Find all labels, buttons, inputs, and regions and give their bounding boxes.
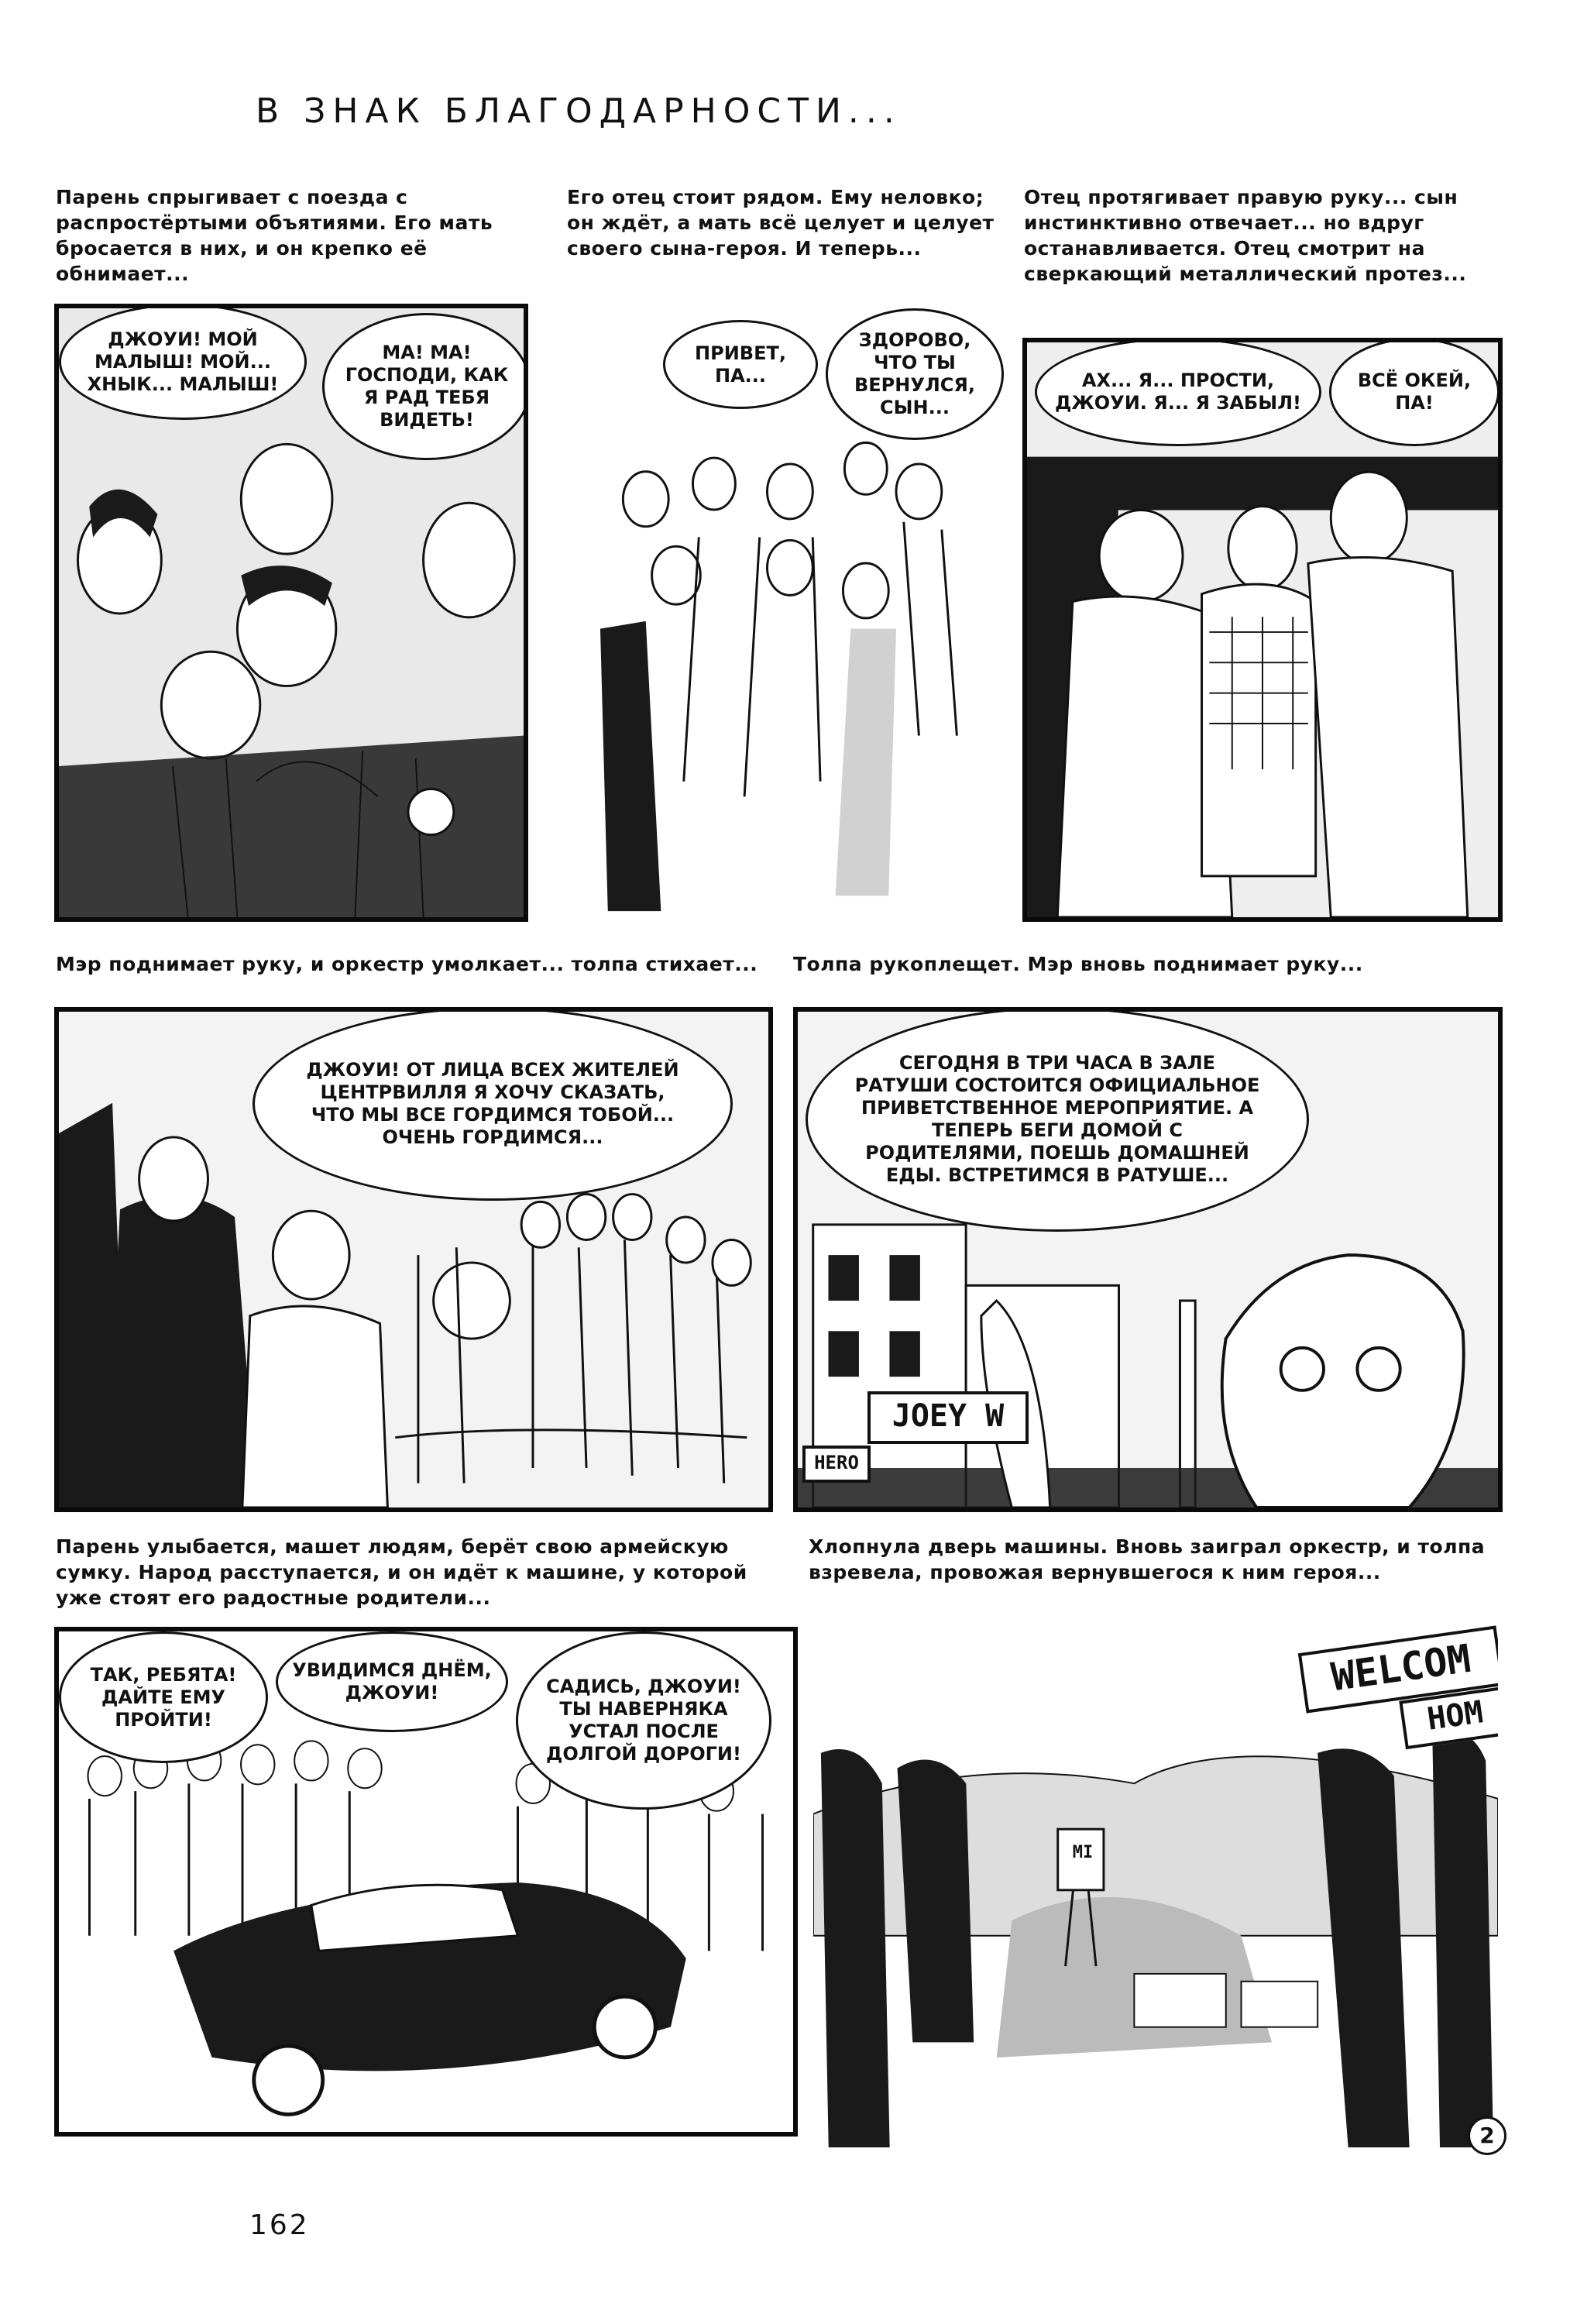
signature-number: 2 — [1468, 2116, 1506, 2155]
banner-hero: HERO — [802, 1446, 871, 1483]
caption-4: Мэр поднимает руку, и оркестр умолкает... толпа стихает... — [56, 953, 758, 975]
panel-5-mayor-closeup — [793, 1007, 1503, 1512]
balloon-hi-dad: ПРИВЕТ, ПА... — [663, 320, 818, 409]
caption-7: Хлопнула дверь машины. Вновь заиграл оркестр, и толпа взревела, провожая вернувшегося к ним героя... — [809, 1535, 1486, 1583]
panel-6-car — [54, 1627, 798, 2137]
panel-4-mayor-speech — [54, 1007, 773, 1512]
balloon-son: МА! МА! ГОСПОДИ, КАК Я РАД ТЕБЯ ВИДЕТЬ! — [322, 313, 528, 460]
caption-5: Толпа рукоплещет. Мэр вновь поднимает руку... — [793, 953, 1363, 975]
page-title: В ЗНАК БЛАГОДАРНОСТИ... — [256, 91, 902, 131]
caption-3: Отец протягивает правую руку... сын инстинктивно отвечает... но вдруг останавливается. Отец смотрит на сверкающий металлический протез... — [1024, 186, 1467, 285]
balloon-see-you: УВИДИМСЯ ДНЁМ, ДЖОУИ! — [276, 1631, 508, 1732]
balloon-forgot: АХ... Я... ПРОСТИ, ДЖОУИ. Я... Я ЗАБЫЛ! — [1035, 338, 1321, 446]
sign-welcome-bottom: HOM — [1399, 1686, 1503, 1750]
panel-2-father — [558, 304, 1013, 922]
balloon-mayor-ceremony: СЕГОДНЯ В ТРИ ЧАСА В ЗАЛЕ РАТУШИ СОСТОИТСЯ ОФИЦИАЛЬНОЕ ПРИВЕТСТВЕННОЕ МЕРОПРИЯТИЕ. А ТЕПЕРЬ БЕГИ ДОМОЙ С РОДИТЕЛЯМИ, ПОЕШЬ ДОМАШНЕЙ ЕДЫ. ВСТРЕТИМСЯ В РАТУШЕ... — [806, 1007, 1309, 1232]
panel-3-prosthesis — [1022, 338, 1503, 922]
balloon-okay: ВСЁ ОКЕЙ, ПА! — [1329, 338, 1500, 446]
caption-6: Парень улыбается, машет людям, берёт свою армейскую сумку. Народ расступается, и он идёт к машине, у которой уже стоят его радостные родители... — [56, 1535, 747, 1609]
banner-joey: JOEY W — [867, 1391, 1029, 1444]
balloon-welcome-back: ЗДОРОВО, ЧТО ТЫ ВЕРНУЛСЯ, СЫН... — [826, 308, 1004, 440]
sign-welcome-top: WELCOM — [1298, 1625, 1503, 1713]
balloon-make-way: ТАК, РЕБЯТА! ДАЙТЕ ЕМУ ПРОЙТИ! — [59, 1631, 268, 1763]
caption-1: Парень спрыгивает с поезда с распростёртыми объятиями. Его мать бросается в них, и он крепко её обнимает... — [56, 186, 493, 285]
balloon-mayor-proud: ДЖОУИ! ОТ ЛИЦА ВСЕХ ЖИТЕЛЕЙ ЦЕНТРВИЛЛЯ Я ХОЧУ СКАЗАТЬ, ЧТО МЫ ВСЕ ГОРДИМСЯ ТОБОЙ... ОЧЕНЬ ГОРДИМСЯ... — [253, 1007, 733, 1201]
balloon-get-in: САДИСЬ, ДЖОУИ! ТЫ НАВЕРНЯКА УСТАЛ ПОСЛЕ ДОЛГОЙ ДОРОГИ! — [516, 1631, 771, 1810]
panel-7-farewell — [809, 1611, 1503, 2152]
page-number: 162 — [249, 2209, 310, 2241]
caption-2: Его отец стоит рядом. Ему неловко; он ждёт, а мать всё целует и целует своего сына-героя. И теперь... — [567, 186, 995, 260]
water-tower-label: MI — [1072, 1843, 1094, 1862]
panel-1-hug — [54, 304, 528, 922]
balloon-mother: ДЖОУИ! МОЙ МАЛЫШ! МОЙ... ХНЫК... МАЛЫШ! — [59, 304, 307, 420]
